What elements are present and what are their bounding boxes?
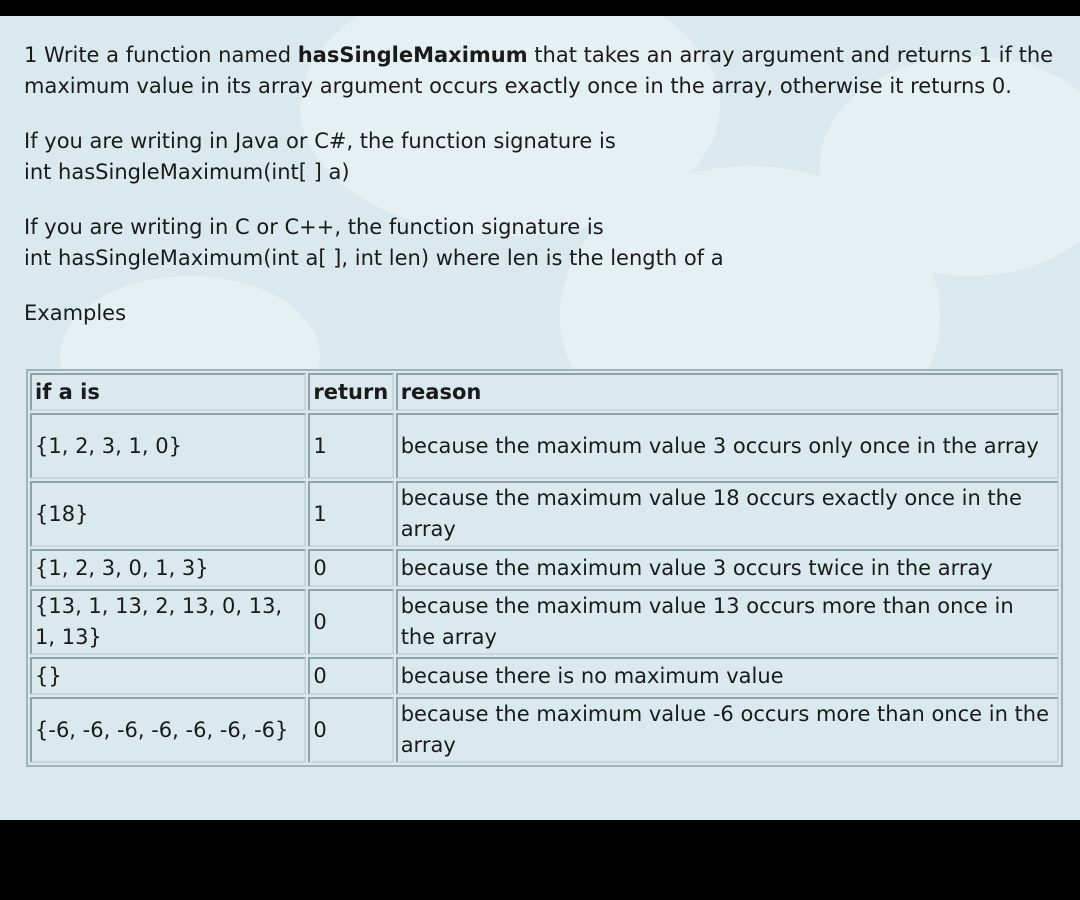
problem-text	[24, 40, 1064, 329]
header-reason: reason	[396, 373, 1059, 411]
cell-input: {}	[30, 657, 306, 695]
cell-reason: because the maximum value -6 occurs more than once in the array	[396, 697, 1059, 763]
cell-return: 0	[308, 697, 393, 763]
cell-return: 0	[308, 549, 393, 587]
cell-input: {1, 2, 3, 1, 0}	[30, 413, 306, 479]
statement-rest: that takes an array argument and returns 1 if the maximum value in its array argument occurs exactly once in the array, otherwise it returns 0.	[24, 43, 1054, 98]
cell-reason: because the maximum value 3 occurs only once in the array	[396, 413, 1059, 479]
table-row	[30, 549, 1059, 587]
cell-reason: because the maximum value 18 occurs exactly once in the array	[396, 481, 1059, 547]
cell-reason: because the maximum value 3 occurs twice in the array	[396, 549, 1059, 587]
table-header-row	[30, 373, 1059, 411]
c-signature-intro: If you are writing in C or C++, the function signature is	[24, 215, 604, 239]
java-signature-block	[24, 126, 1064, 188]
header-input: if a is	[30, 373, 306, 411]
table-row	[30, 413, 1059, 479]
c-signature: int hasSingleMaximum(int a[ ], int len) where len is the length of a	[24, 246, 724, 270]
java-signature: int hasSingleMaximum(int[ ] a)	[24, 160, 350, 184]
statement-intro: 1 Write a function named	[24, 43, 298, 67]
cell-reason: because there is no maximum value	[396, 657, 1059, 695]
cell-input: {13, 1, 13, 2, 13, 0, 13, 1, 13}	[30, 589, 306, 655]
function-name: hasSingleMaximum	[297, 43, 528, 67]
cell-return: 0	[308, 657, 393, 695]
c-signature-block	[24, 212, 1064, 274]
header-return: return	[308, 373, 393, 411]
cell-input: {1, 2, 3, 0, 1, 3}	[30, 549, 306, 587]
problem-statement	[24, 40, 1054, 102]
cell-return: 0	[308, 589, 393, 655]
table-row	[30, 657, 1059, 695]
examples-label: Examples	[24, 301, 127, 325]
cell-input: {-6, -6, -6, -6, -6, -6, -6}	[30, 697, 306, 763]
java-signature-intro: If you are writing in Java or C#, the function signature is	[24, 129, 616, 153]
cell-return: 1	[308, 481, 393, 547]
table-row	[30, 697, 1059, 763]
table-row	[30, 589, 1059, 655]
cell-return: 1	[308, 413, 393, 479]
cell-reason: because the maximum value 13 occurs more than once in the array	[396, 589, 1059, 655]
cell-input: {18}	[30, 481, 306, 547]
table-row	[30, 481, 1059, 547]
examples-table	[26, 369, 1063, 767]
